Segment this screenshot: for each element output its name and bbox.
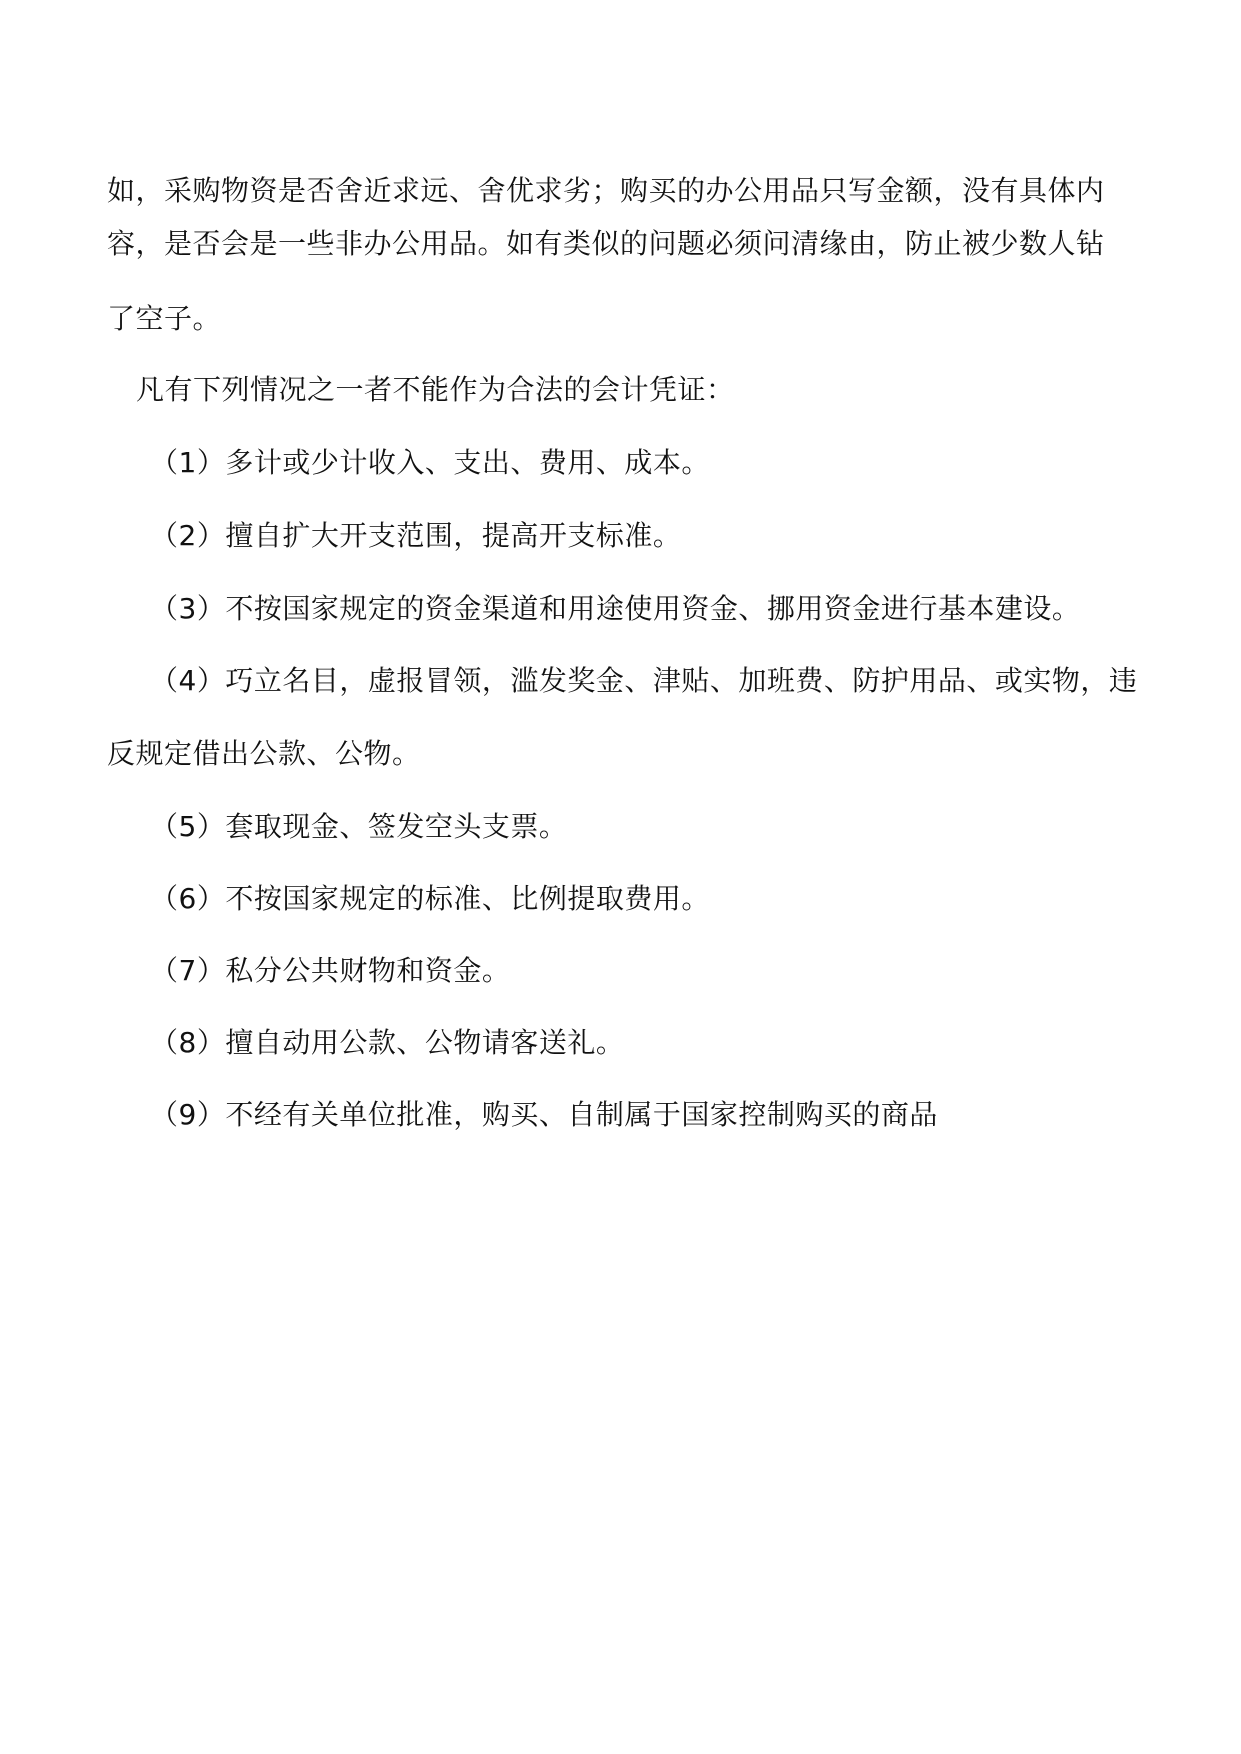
list-item-1: （1）多计或少计收入、支出、费用、成本。 — [150, 446, 710, 479]
list-item-3: （3）不按国家规定的资金渠道和用途使用资金、挪用资金进行基本建设。 — [150, 592, 1081, 625]
list-item-4: （4）巧立名目，虚报冒领，滥发奖金、津贴、加班费、防护用品、或实物，违 — [150, 664, 1138, 697]
paragraph-line-3: 了空子。 — [107, 302, 222, 335]
list-item-2: （2）擅自扩大开支范围，提高开支标准。 — [150, 519, 682, 552]
list-item-5: （5）套取现金、签发空头支票。 — [150, 810, 568, 843]
paragraph-line-2: 容，是否会是一些非办公用品。如有类似的问题必须问清缘由，防止被少数人钻 — [107, 227, 1105, 260]
list-item-6: （6）不按国家规定的标准、比例提取费用。 — [150, 882, 710, 915]
list-item-8: （8）擅自动用公款、公物请客送礼。 — [150, 1026, 625, 1059]
list-item-9: （9）不经有关单位批准，购买、自制属于国家控制购买的商品 — [150, 1098, 938, 1131]
list-item-7: （7）私分公共财物和资金。 — [150, 954, 511, 987]
list-item-4-continued: 反规定借出公款、公物。 — [107, 737, 421, 770]
paragraph-line-1: 如，采购物资是否舍近求远、舍优求劣；购买的办公用品只写金额，没有具体内 — [107, 174, 1105, 207]
intro-text: 凡有下列情况之一者不能作为合法的会计凭证： — [136, 373, 735, 406]
